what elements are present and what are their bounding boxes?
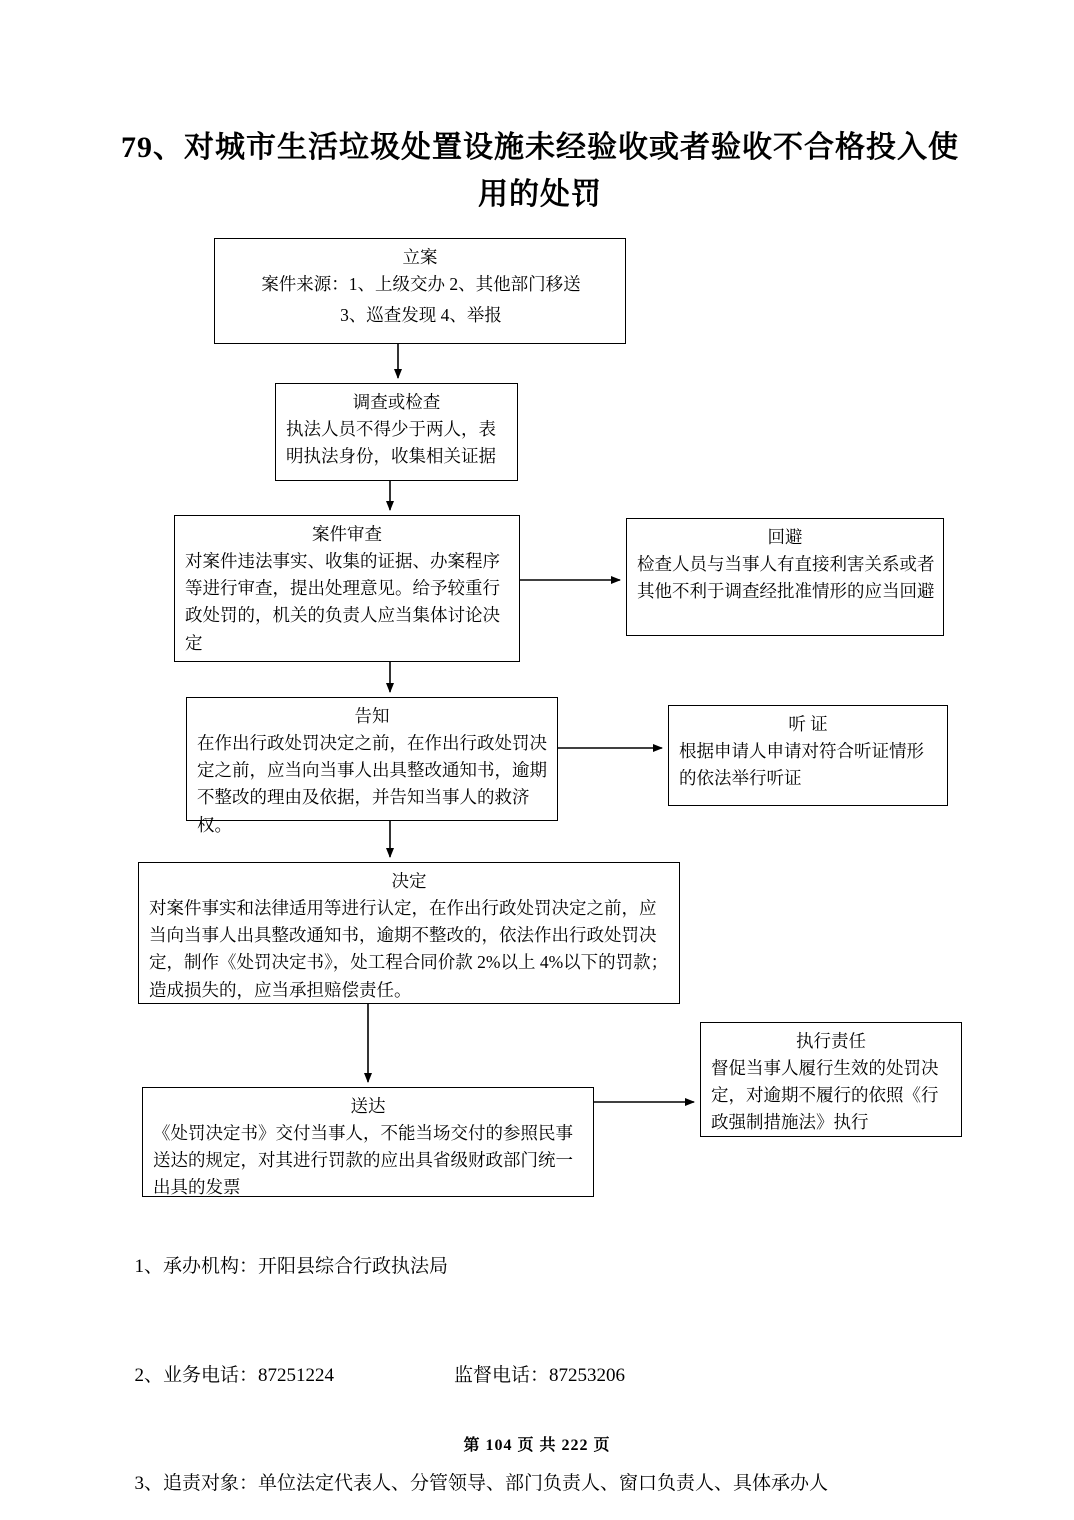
note-1-label: 1、承办机构： [134,1255,259,1277]
flow-node-avoidance-body: 检查人员与当事人有直接利害关系或者其他不利于调查经批准情形的应当回避 [637,554,935,602]
flow-node-inform-body: 在作出行政处罚决定之前，在作出行政处罚决定之前，应当向当事人出具整改通知书，逾期不整改的理由及依据，并告知当事人的救济权。 [197,733,547,835]
note-2-label-2: 监督电话： [454,1364,550,1386]
notes-list [106,1228,986,1520]
note-row [106,1337,986,1414]
flow-node-execution-body: 督促当事人履行生效的处罚决定，对逾期不履行的依照《行政强制措施法》执行 [711,1058,939,1133]
flow-node-filing-line2: 3、巡查发现 4、举报 [340,305,502,326]
flow-node-filing-heading: 立案 [402,247,438,267]
note-2-value: 87251224 [258,1364,335,1386]
flow-node-inform-heading: 告知 [354,706,390,726]
note-row [106,1446,986,1520]
page-footer: 第 104 页 共 222 页 [463,1437,611,1454]
flow-node-hearing-body: 根据申请人申请对符合听证情形的依法举行听证 [679,741,924,789]
note-3-value: 单位法定代表人、分管领导、部门负责人、窗口负责人、具体承办人 [258,1473,829,1495]
note-row [106,1228,986,1305]
flow-node-filing-line1: 案件来源：1、上级交办 2、其他部门移送 [261,274,581,295]
flow-node-hearing-heading: 听 证 [788,714,828,734]
flow-node-investigate-heading: 调查或检查 [352,392,441,412]
note-3-label: 3、追责对象： [134,1473,259,1495]
flow-node-service-body: 《处罚决定书》交付当事人，不能当场交付的参照民事送达的规定，对其进行罚款的应出具省级财政部门统一出具的发票 [153,1123,573,1198]
flow-node-review-body: 对案件违法事实、收集的证据、办案程序等进行审查，提出处理意见。给予较重行政处罚的，机关的负责人应当集体讨论决定 [185,551,500,653]
page-title: 79、对城市生活垃圾处置设施未经验收或者验收不合格投入使用的处罚 [121,131,959,211]
flow-node-execution-heading: 执行责任 [796,1031,866,1051]
flow-node-decision-body: 对案件事实和法律适用等进行认定，在作出行政处罚决定之前，应当向当事人出具整改通知书，逾期不整改的，依法作出行政处罚决定，制作《处罚决定书》，处工程合同价款 2%以上 4%以下的罚款；造成损失的，应当承担赔偿责任。 [149,898,669,1000]
flow-node-avoidance-heading: 回避 [767,527,803,547]
flow-node-decision-heading: 决定 [391,871,427,891]
note-2-label: 2、业务电话： [134,1364,259,1386]
flow-node-service-heading: 送达 [350,1096,386,1116]
flow-node-investigate-body: 执法人员不得少于两人，表明执法身份，收集相关证据 [286,419,496,467]
note-1-value: 开阳县综合行政执法局 [258,1255,449,1277]
note-2-value-2: 87253206 [549,1364,626,1386]
flow-node-review-heading: 案件审查 [312,524,382,544]
